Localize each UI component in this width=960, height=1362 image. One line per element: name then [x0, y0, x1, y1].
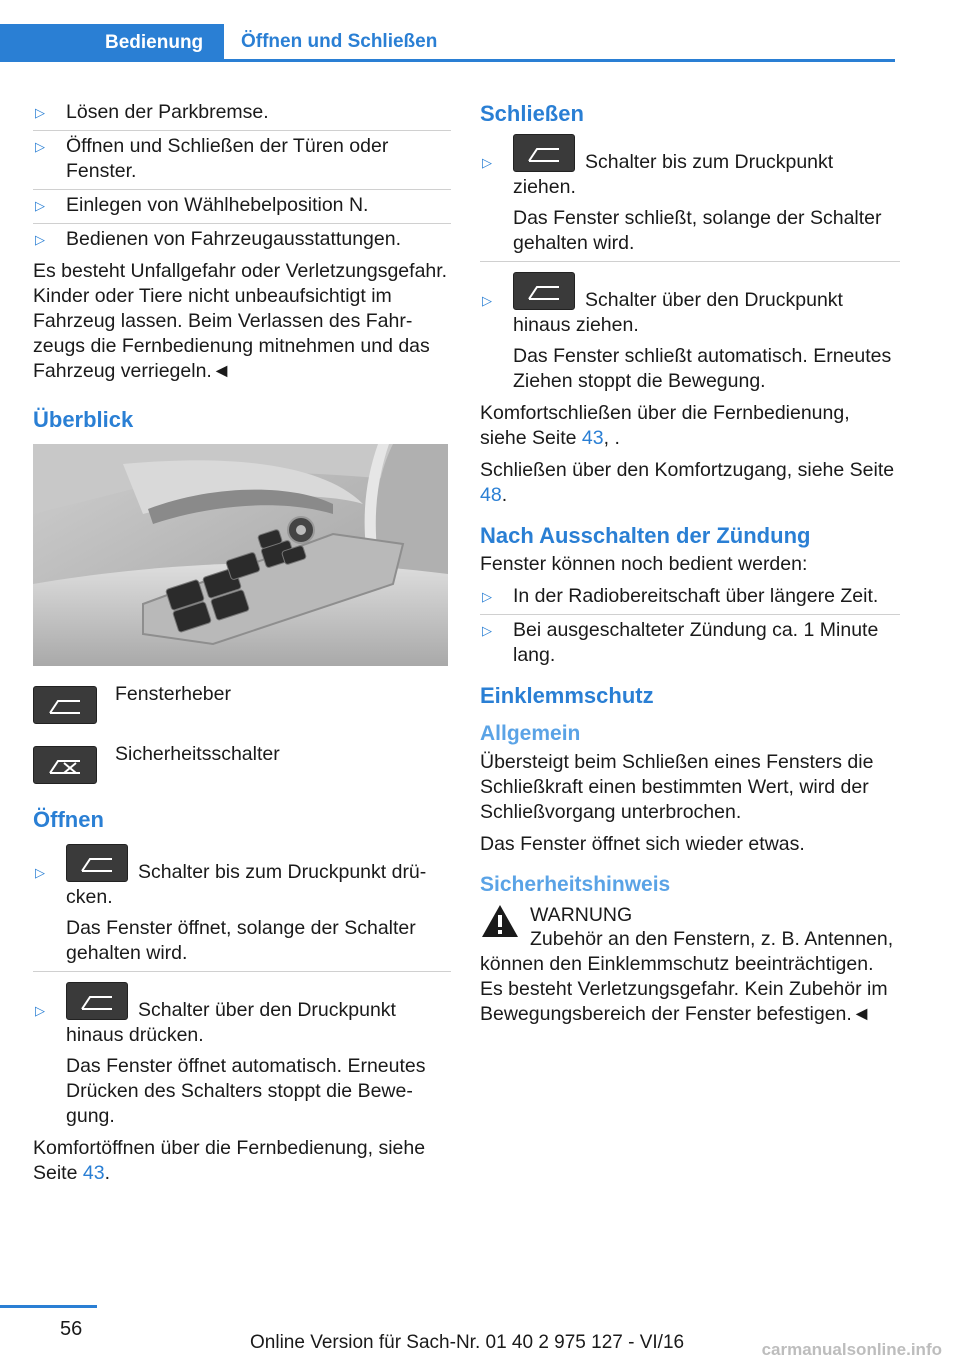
legend-label: Sicherheitsschalter: [115, 743, 280, 765]
window-lift-switch-icon: [513, 272, 575, 310]
warning-triangle-icon: [480, 903, 520, 939]
list-item: ▷ Lösen der Parkbremse.: [33, 100, 451, 127]
safety-switch-icon: [33, 746, 97, 784]
general-subheading: Allgemein: [480, 722, 581, 745]
after-ignition-heading: Nach Ausschalten der Zündung: [480, 523, 811, 548]
triangle-bullet-icon: ▷: [35, 105, 45, 120]
step-detail: Das Fenster öffnet, solange der Schalter gehalten wird.: [66, 917, 416, 964]
door-panel-photo: [33, 444, 448, 666]
list-item: ▷ Schalter über den Druckpunkt hinaus ziehen. Das Fenster schließt automatisch. Erneutes Ziehen stoppt die Bewegung.: [480, 272, 900, 394]
list-item: ▷ Schalter über den Druckpunkt hinaus drücken. Das Fenster öffnet automatisch. Erneutes Drücken des Schalters stoppt die Bewegung.: [33, 982, 451, 1129]
close-heading: Schließen: [480, 101, 584, 126]
list-item: ▷ Schalter bis zum Druckpunkt ziehen. Das Fenster schließt, solange der Schalter gehalten wird.: [480, 134, 900, 258]
open-heading: Öffnen: [33, 807, 104, 832]
comfort-access-paragraph: Schließen über den Komfortzugang, siehe Seite 48.: [480, 459, 895, 506]
step-detail: Das Fenster schließt automatisch. Erneutes Ziehen stoppt die Bewegung.: [513, 345, 892, 392]
window-lift-switch-icon: [66, 982, 128, 1020]
page-link[interactable]: 43: [581, 427, 604, 449]
triangle-bullet-icon: ▷: [35, 232, 45, 247]
triangle-bullet-icon: ▷: [35, 1003, 45, 1018]
window-lift-switch-icon: [33, 686, 97, 724]
window-lift-switch-icon: [513, 134, 575, 172]
general-paragraph-2: Das Fenster öffnet sich wieder etwas.: [480, 833, 805, 855]
online-version-note: Online Version für Sach-Nr. 01 40 2 975 127 - VI/16: [250, 1332, 685, 1353]
warning-text: Zubehör an den Fenstern, z. B. Antennen, können den Einklemmschutz beeinträchtigen. Es besteht Verletzungsgefahr. Kein Zubehör im Bewegungsbereich der Fenster befestigen.◄: [480, 928, 894, 1025]
close-steps-list: [480, 134, 900, 394]
header-section-tab: Bedienung: [0, 24, 224, 62]
prerequisite-list: [33, 100, 451, 252]
page-number: 56: [60, 1318, 83, 1340]
after-ignition-list: [480, 584, 900, 668]
after-ignition-intro: Fenster können noch bedient werden:: [480, 553, 808, 575]
list-item: ▷ Schalter bis zum Druckpunkt drücken. Das Fenster öffnet, solange der Schalter gehalten wird.: [33, 844, 451, 968]
watermark: carmanualsonline.info: [761, 1340, 942, 1359]
comfort-close-paragraph: Komfortschließen über die Fernbedienung, siehe Seite 43, .: [480, 402, 850, 449]
legend-window-lift: [33, 683, 451, 724]
triangle-bullet-icon: ▷: [482, 155, 492, 170]
triangle-bullet-icon: ▷: [482, 293, 492, 308]
page-link[interactable]: 48: [480, 484, 502, 506]
pinch-protection-heading: Einklemmschutz: [480, 683, 654, 708]
legend-label: Fensterheber: [115, 683, 231, 705]
triangle-bullet-icon: ▷: [35, 198, 45, 213]
triangle-bullet-icon: ▷: [35, 139, 45, 154]
step-detail: Das Fenster schließt, solange der Schalter gehalten wird.: [513, 207, 882, 254]
window-lift-switch-icon: [66, 844, 128, 882]
list-item: ▷ Bei ausgeschalteter Zündung ca. 1 Minute lang.: [482, 619, 879, 666]
triangle-bullet-icon: ▷: [482, 623, 492, 638]
legend-safety-switch: [33, 743, 451, 784]
warning-paragraph: Es besteht Unfallgefahr oder Verletzungsgefahr. Kinder oder Tiere nicht unbeaufsichtigt im Fahrzeug lassen. Beim Verlassen des Fahrzeugs die Fernbedienung mitnehmen und das Fahrzeug verriegeln.◄: [33, 260, 448, 382]
comfort-open-paragraph: Komfortöffnen über die Fernbedienung, siehe Seite 43.: [33, 1137, 426, 1184]
page-link[interactable]: 43: [82, 1162, 105, 1184]
list-item: ▷ Bedienen von Fahrzeugausstattungen.: [35, 228, 401, 250]
list-item: ▷ In der Radiobereitschaft über längere Zeit.: [480, 584, 900, 611]
list-item: ▷ Einlegen von Wählhebelposition N.: [33, 193, 451, 220]
general-paragraph: Übersteigt beim Schließen eines Fensters die Schließkraft einen bestimmten Wert, wird der Schließvorgang unterbrochen.: [480, 751, 874, 823]
warning-label: WARNUNG: [530, 904, 633, 926]
header-rule: [224, 59, 895, 62]
right-column: [480, 100, 900, 1034]
page-header: [0, 24, 895, 62]
safety-note-subheading: Sicherheitshinweis: [480, 873, 671, 896]
header-chapter-title: Öffnen und Schließen: [241, 31, 438, 52]
list-item: ▷ Öffnen und Schließen der Türen oder Fenster.: [33, 134, 451, 186]
left-column: [33, 100, 451, 1193]
footer-rule: [0, 1305, 97, 1308]
overview-heading: Überblick: [33, 407, 134, 432]
triangle-bullet-icon: ▷: [35, 865, 45, 880]
triangle-bullet-icon: ▷: [482, 589, 492, 604]
step-detail: Das Fenster öffnet automatisch. Erneutes Drücken des Schalters stoppt die Bewegung.: [66, 1055, 426, 1127]
open-steps-list: [33, 844, 451, 1129]
